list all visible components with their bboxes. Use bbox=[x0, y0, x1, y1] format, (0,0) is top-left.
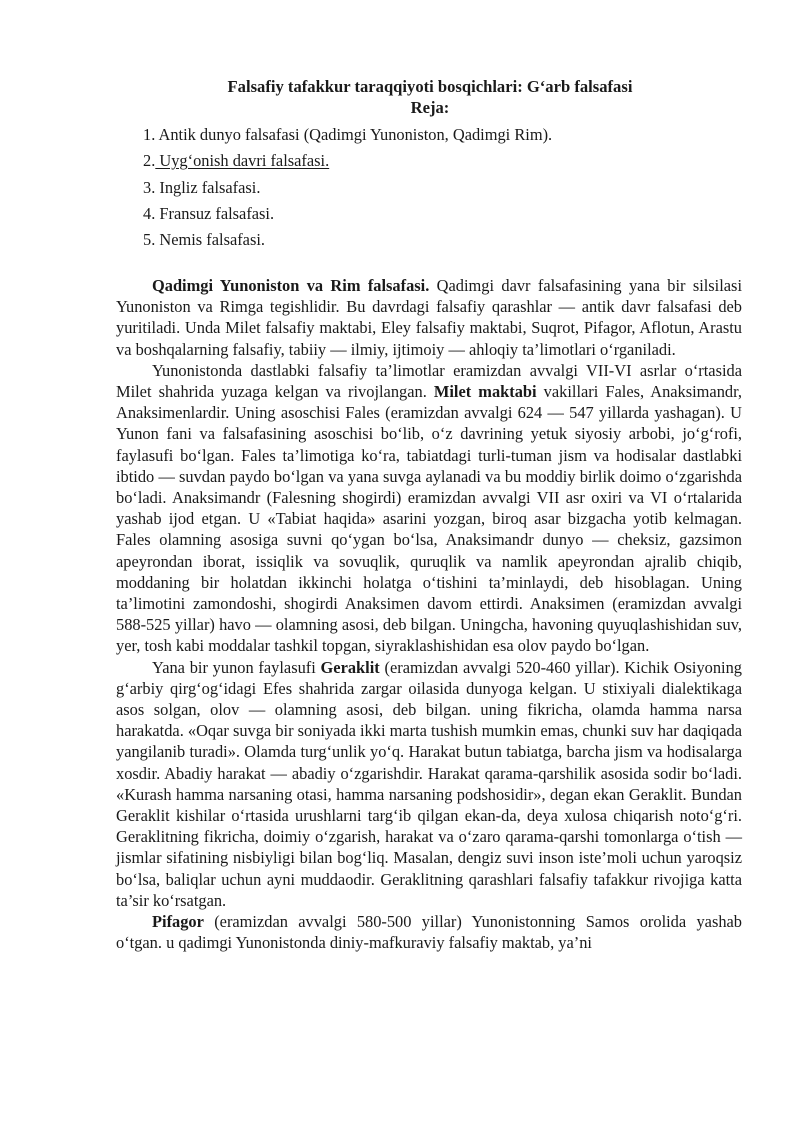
plan-item-text: Nemis falsafasi. bbox=[155, 230, 265, 250]
plan-item bbox=[143, 150, 552, 176]
bold-term: Milet maktabi bbox=[433, 382, 537, 402]
plan-item bbox=[143, 229, 552, 255]
plan-item-number: 2. bbox=[143, 151, 156, 171]
section-heading: Qadimgi Yunoniston va Rim falsafasi. bbox=[152, 276, 430, 295]
paragraph-text: (eramizdan avvalgi 580-500 yillar) Yunonistonning Samos orolida yashab o‘tgan. u qadimgi Yunonistonda diniy-mafkuraviy falsafiy maktab, ya’ni bbox=[116, 912, 742, 953]
body-paragraph bbox=[116, 911, 742, 953]
body-paragraph bbox=[116, 360, 742, 657]
paragraph-lead: Yana bir yunon faylasufi bbox=[152, 657, 321, 677]
bold-term: Geraklit bbox=[320, 657, 380, 677]
plan-item bbox=[143, 124, 552, 150]
plan-item-text: Antik dunyo falsafasi (Qadimgi Yunoniston, Qadimgi Rim). bbox=[155, 125, 553, 144]
plan-item-text: Ingliz falsafasi. bbox=[155, 177, 261, 197]
plan-item-number: 1. bbox=[143, 125, 156, 144]
plan-list bbox=[143, 124, 552, 255]
document-body bbox=[116, 275, 742, 954]
plan-item-number: 4. bbox=[143, 203, 156, 223]
bold-term: Pifagor bbox=[152, 912, 204, 932]
plan-item bbox=[143, 177, 552, 203]
plan-item-number: 5. bbox=[143, 230, 156, 250]
plan-item bbox=[143, 203, 552, 229]
document-title: Falsafiy tafakkur taraqqiyoti bosqichlari: G‘arb falsafasi bbox=[227, 77, 633, 96]
plan-heading: Reja: bbox=[410, 98, 450, 117]
plan-item-text: Fransuz falsafasi. bbox=[155, 203, 275, 223]
plan-item-text: Uyg‘onish davri falsafasi. bbox=[155, 151, 330, 171]
paragraph-lead: Yunonistonda dastlabki falsafiy ta’limotlar eramizdan avvalgi VII-VI asrlar o‘rtasida Milet shahrida yuzaga kelgan va rivojlangan. bbox=[116, 360, 742, 402]
plan-item-number: 3. bbox=[143, 177, 156, 197]
body-paragraph bbox=[116, 657, 742, 911]
paragraph-text: vakillari Fales, Anaksimandr, Anaksimenlardir. Uning asoschisi Fales (eramizdan avvalgi 624 — 547 yillarda yashagan). U Yunon fani va falsafasining asoschisi bo‘lib, o‘z davrining yetuk siyosiy arbobi, jo‘g‘rofi, faylasufi bo‘lgan. Fales ta’limotiga ko‘ra, tabiatdagi turli-tuman jism va hodisalar dastlabki ibtido — suvdan paydo bo‘lgan va yana suvga aylanadi va bu moddiy birlik doimo o‘zgarishda bo‘ladi. Anaksimandr (Falesning shogirdi) eramizdan avvalgi VII asr oxiri va VI o‘rtalarida yashab ijod etgan. U «Tabiat haqida» asarini yozgan, biroq asar bizgacha yotib kelmagan. Fales olamning asosiga suvni qo‘ygan bo‘lsa, Anaksimandr dunyo — cheksiz, gazsimon apeyrondan iborat, issiqlik va sovuqlik, quruqlik va namlik apeyrondan ajralib chiqib, moddaning bir holatdan ikkinchi holatga o‘tishini ta’minlaydi, deb hisoblagan. Uning ta’limotini zamondoshi, shogirdi Anaksimen davom ettirdi. Anaksimen (eramizdan avvalgi 588-525 yillar) havo — olamning asosi, deb bilgan. Uningcha, havoning quyuqlashishidan suv, yer, tosh kabi moddalar tashkil topgan, siyraklashishidan esa olov paydo bo‘lgan. bbox=[116, 382, 742, 656]
paragraph-text: Qadimgi davr falsafasining yana bir silsilasi Yunoniston va Rimga tegishlidir. Bu davrdagi falsafiy qarashlar — antik davr falsafasi deb yuritiladi. Unda Milet falsafiy maktabi, Eley falsafiy maktabi, Suqrot, Pifagor, Aflotun, Arastu va boshqalarning falsafiy, tabiiy — ilmiy, ijtimoiy — ahloqiy ta’limotlari o‘rganiladi. bbox=[116, 276, 742, 359]
paragraph-text: (eramizdan avvalgi 520-460 yillar). Kichik Osiyoning g‘arbiy qirg‘og‘idagi Efes shahrida zargar oilasida dunyoga kelgan. U stixiyali dialektikaga asos solgan, olov — olamning asosi, deb bilgan. uning fikricha, olamda hamma narsa harakatda. «Oqar suvga bir soniyada ikki marta tushish mumkin emas, chunki suv har daqiqada yangilanib turadi». Olamda turg‘unlik yo‘q. Harakat butun tabiatga, barcha jism va hodisalarga xosdir. Abadiy harakat — abadiy o‘zgarishdir. Harakat qarama-qarshilik asosida sodir bo‘ladi. «Kurash hamma narsaning otasi, hamma narsaning podshosidir», degan ekan Geraklit. Bundan Geraklit kishilar o‘rtasida urushlarni targ‘ib qilgan ekan-da, deya xulosa chiqarish noto‘g‘ri. Geraklitning fikricha, doimiy o‘zgarish, harakat va o‘zaro qarama-qarshi tomonlarga o‘tish — jismlar sifatining nisbiyligi bilan bog‘liq. Masalan, dengiz suvi inson iste’moli uchun yaroqsiz bo‘lsa, baliqlar uchun ayni muddaodir. Geraklitning qarashlari falsafiy tafakkur rivojiga katta ta’sir ko‘rsatgan. bbox=[116, 657, 742, 910]
body-paragraph bbox=[116, 275, 742, 360]
